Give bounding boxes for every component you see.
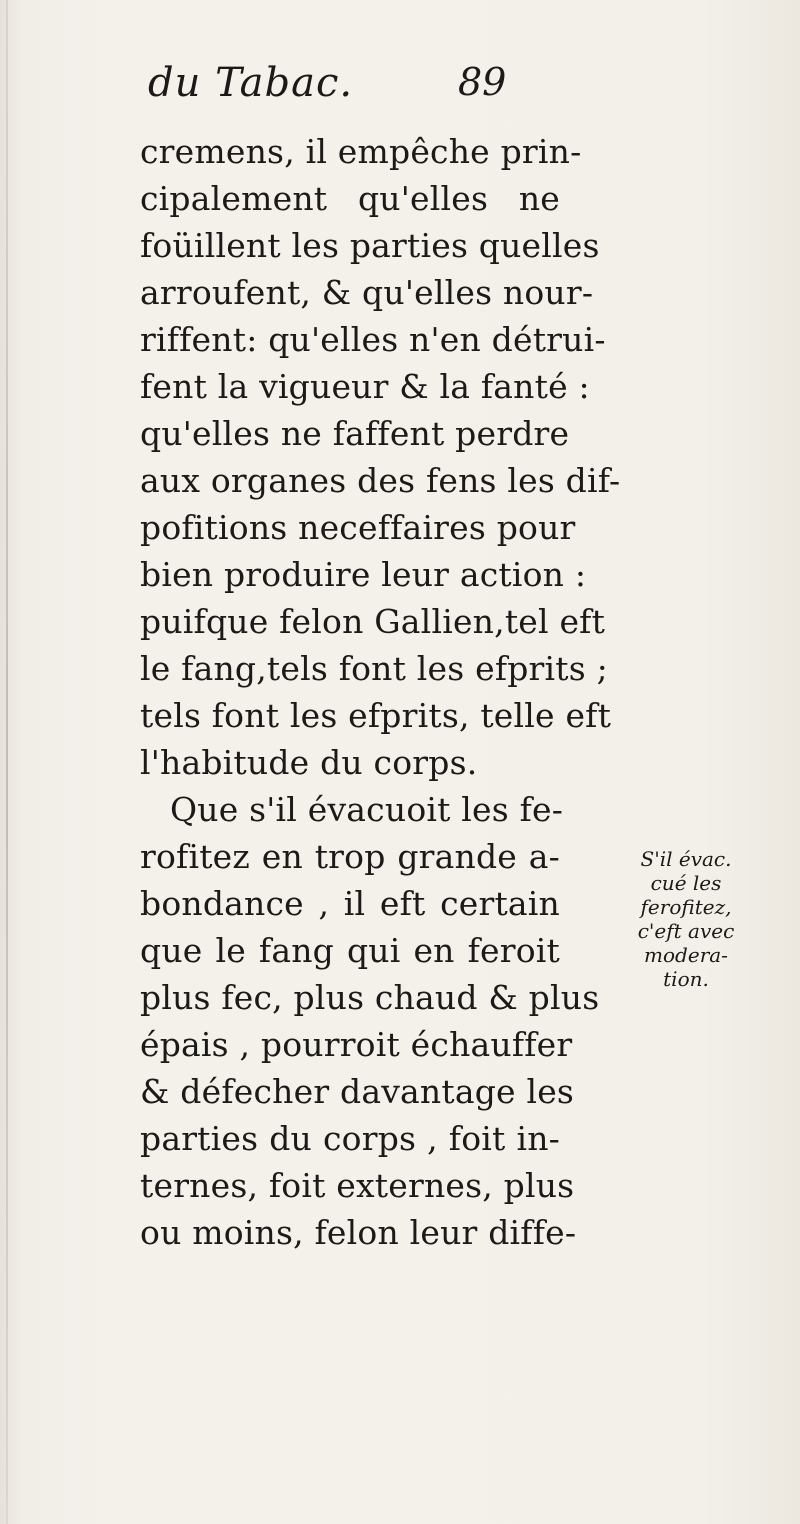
text-line: puifque felon Gallien,tel eft [140,602,606,641]
page-gutter-shadow [6,0,8,1524]
margin-note-line: c'eft avec [637,919,735,943]
margin-note [576,847,796,991]
text-line: riffent: qu'elles n'en détrui- [140,320,606,359]
text-line: fent la vigueur & la fanté : [140,367,590,406]
page-header [148,60,548,120]
text-line: foüillent les parties quelles [140,226,600,265]
margin-note-line: S'il évac. [640,847,732,871]
text-line: Que s'il évacuoit les fe- [170,790,564,829]
text-line: bien produire leur action : [140,555,587,594]
margin-note-line: cué les [650,871,722,895]
text-line: cremens, il empêche prin- [140,132,582,171]
text-line: qu'elles ne faffent perdre [140,414,570,453]
text-line: que le fang qui en feroit [140,931,560,970]
page-number: 89 [458,60,507,104]
text-line: tels font les efprits, telle eft [140,696,612,735]
text-line: parties du corps , foit in- [140,1119,560,1158]
text-line: cipalement qu'elles ne [140,179,560,218]
margin-note-line: tion. [663,967,709,991]
text-line: ou moins, felon leur diffe- [140,1213,577,1252]
text-line: bondance , il eft certain [140,884,560,923]
text-line: arroufent, & qu'elles nour- [140,273,594,312]
running-title: du Tabac. [148,60,354,106]
margin-note-line: modera- [644,943,728,967]
text-line: aux organes des fens les dif- [140,461,621,500]
text-line: pofitions neceffaires pour [140,508,576,547]
text-line: l'habitude du corps. [140,743,478,782]
text-line: épais , pourroit échauffer [140,1025,573,1064]
body-text [140,128,621,1256]
text-line: ternes, foit externes, plus [140,1166,575,1205]
text-line: plus fec, plus chaud & plus [140,978,600,1017]
text-line: le fang,tels font les efprits ; [140,649,608,688]
text-line: rofitez en trop grande a- [140,837,560,876]
margin-note-line: ferofitez, [640,895,732,919]
text-line: & défecher davantage les [140,1072,575,1111]
